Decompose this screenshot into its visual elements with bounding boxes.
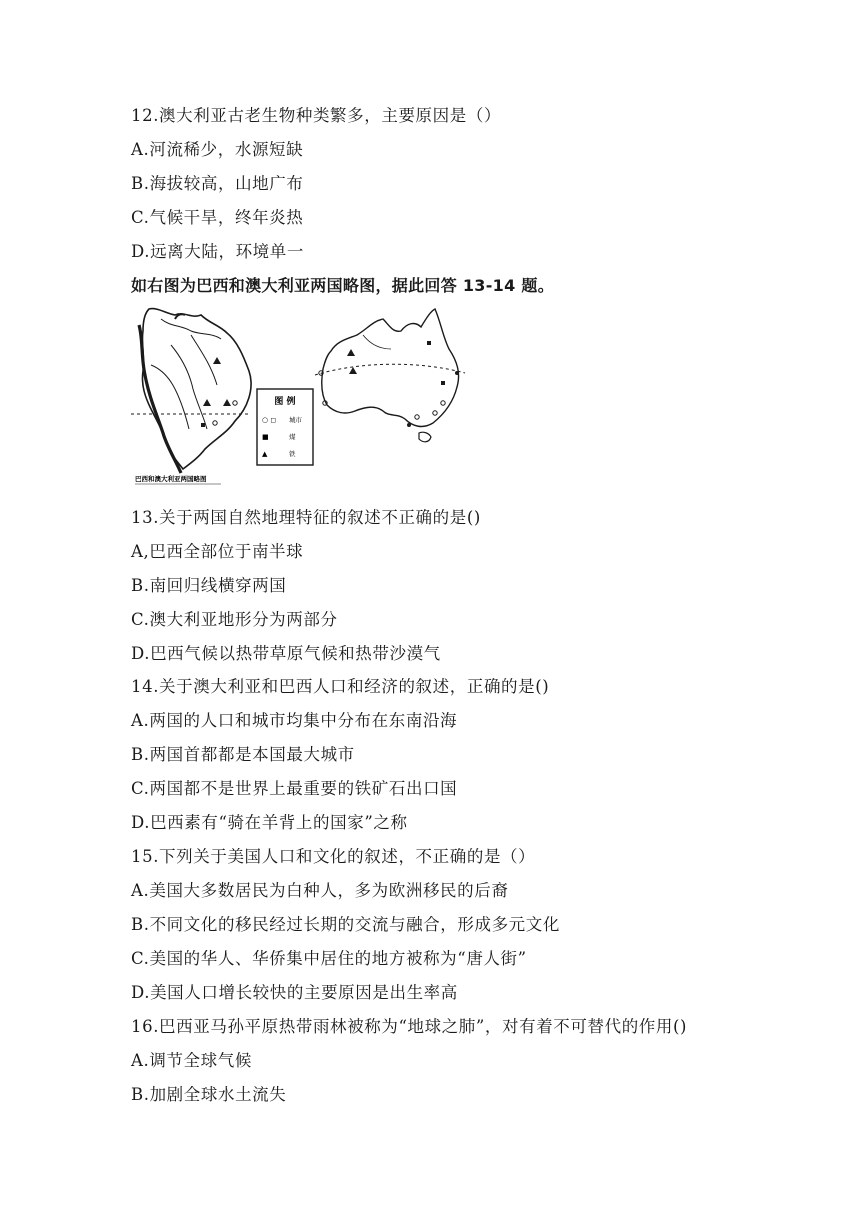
question-12-option-a: A.河流稀少，水源短缺	[131, 140, 304, 159]
question-14-option-d: D.巴西素有“骑在羊背上的国家”之称	[131, 813, 408, 832]
question-15-stem: 15.下列关于美国人口和文化的叙述，不正确的是（）	[131, 847, 536, 866]
map-caption: 巴西和澳大利亚两国略图	[135, 475, 207, 483]
legend-marker-city: ○ ◻	[262, 416, 277, 424]
question-14-option-a: A.两国的人口和城市均集中分布在东南沿海	[131, 711, 458, 730]
question-13-option-a: A,巴西全部位于南半球	[131, 542, 304, 561]
question-13-option-c: C.澳大利亚地形分为两部分	[131, 610, 338, 629]
question-16-option-b: B.加剧全球水土流失	[131, 1085, 287, 1104]
question-15-option-a: A.美国大多数居民为白种人，多为欧洲移民的后裔	[131, 881, 509, 900]
map-intro: 如右图为巴西和澳大利亚两国略图，据此回答 13-14 题。	[131, 276, 555, 295]
legend-label-iron: 铁	[289, 450, 296, 458]
legend-label-coal: 煤	[289, 433, 296, 441]
legend-marker-iron: ▲	[262, 450, 268, 458]
legend-title: 图 例	[274, 397, 296, 407]
question-12-option-d: D.远离大陆，环境单一	[131, 242, 304, 261]
question-16-stem: 16.巴西亚马孙平原热带雨林被称为“地球之肺”，对有着不可替代的作用()	[131, 1017, 688, 1036]
question-13-stem: 13.关于两国自然地理特征的叙述不正确的是()	[131, 508, 481, 527]
question-16-option-a: A.调节全球气候	[131, 1051, 252, 1070]
question-15-option-d: D.美国人口增长较快的主要原因是出生率高	[131, 983, 458, 1002]
question-12-option-b: B.海拔较高，山地广布	[131, 174, 304, 193]
question-15-option-c: C.美国的华人、华侨集中居住的地方被称为“唐人街”	[131, 949, 527, 968]
question-14-option-b: B.两国首都都是本国最大城市	[131, 745, 355, 764]
australia-outline	[322, 309, 459, 426]
question-14-stem: 14.关于澳大利亚和巴西人口和经济的叙述，正确的是()	[131, 677, 550, 696]
legend-marker-coal: ■	[262, 433, 269, 441]
question-14-option-c: C.两国都不是世界上最重要的铁矿石出口国	[131, 779, 458, 798]
brazil-australia-map	[131, 305, 471, 487]
question-13-option-b: B.南回归线横穿两国	[131, 576, 287, 595]
legend-label-city: 城市	[289, 416, 302, 424]
question-12-stem: 12.澳大利亚古老生物种类繁多，主要原因是（）	[131, 106, 502, 125]
question-12-option-c: C.气候干旱，终年炎热	[131, 208, 304, 227]
question-13-option-d: D.巴西气候以热带草原气候和热带沙漠气	[131, 644, 441, 663]
question-15-option-b: B.不同文化的移民经过长期的交流与融合，形成多元文化	[131, 915, 560, 934]
